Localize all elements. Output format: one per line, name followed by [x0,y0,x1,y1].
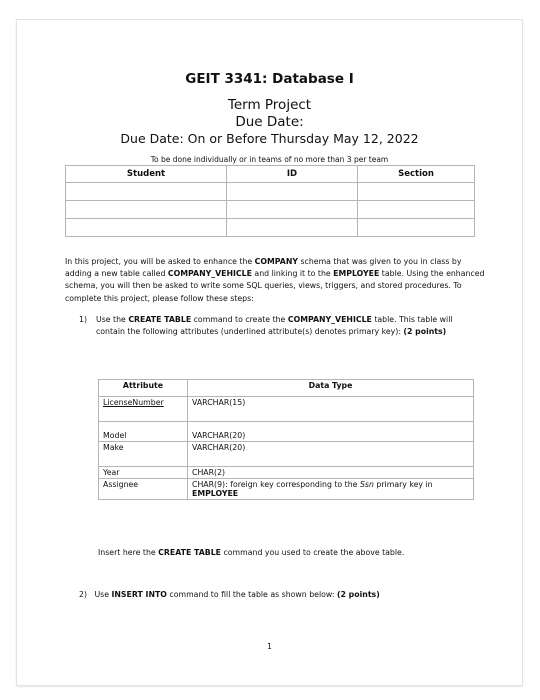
column-header-attribute: Attribute [99,380,188,397]
attribute-cell [99,397,188,422]
step-text: Use the [96,315,129,324]
step-text: command to fill the table as shown below: [166,590,337,599]
step-text: command to create the [191,315,288,324]
table-row [99,467,474,479]
intro-paragraph [65,256,485,305]
step-number: 1) [79,315,88,324]
type-italic: Ssn [359,480,374,489]
id-cell[interactable] [227,219,358,237]
page-number: 1 [267,642,272,651]
intro-text: table. Using the enhanced schema, you will then be asked to write some SQL queries, views, triggers, and stored procedures. To complete this project, please follow these steps: [65,269,485,303]
step-text: Use [94,590,112,599]
data-type-cell: CHAR(2) [188,467,474,479]
step-text: table. This table will contain the following attributes (underlined attribute(s) denotes primary key): [96,315,453,337]
step-bold: COMPANY_VEHICLE [287,315,372,324]
intro-text: In this project, you will be asked to enhance the [65,257,255,266]
step-1-text [96,314,479,338]
team-table [65,165,475,237]
table-row [66,219,475,237]
data-type-cell [188,479,474,500]
points-label: (2 points) [403,327,447,337]
project-title: Term Project [227,97,312,113]
attribute-cell: Make [99,442,188,467]
table-row [99,442,474,467]
attribute-cell: Model [99,422,188,442]
type-bold: EMPLOYEE [192,489,239,498]
table-row [66,183,475,201]
primary-key-attribute: LicenseNumber [103,398,164,407]
column-header-student: Student [66,166,227,183]
attribute-cell: Assignee [99,479,188,500]
type-text: primary key in [373,480,433,489]
team-note: To be done individually or in teams of no more than 3 per team [150,155,389,164]
team-table-header [66,166,475,183]
instruction-text: Insert here the [98,548,159,557]
data-type-cell: VARCHAR(20) [188,442,474,467]
instruction-bold: CREATE TABLE [158,548,221,557]
intro-bold: COMPANY_VEHICLE [167,269,252,279]
column-header-section: Section [358,166,475,183]
course-title: GEIT 3341: Database I [185,71,354,87]
step-number: 2) [79,590,88,599]
intro-bold: EMPLOYEE [333,269,380,279]
student-cell[interactable] [66,183,227,201]
id-cell[interactable] [227,183,358,201]
points-label: (2 points) [336,590,380,599]
id-cell[interactable] [227,201,358,219]
insert-instruction [98,548,404,557]
intro-text: and linking it to the [251,269,334,279]
intro-text: schema that was given to you in class by adding a new table called [65,257,462,279]
table-row [99,397,474,422]
intro-bold: COMPANY [254,257,298,266]
instruction-text: command you used to create the above table. [221,548,405,557]
data-type-cell: VARCHAR(15) [188,397,474,422]
column-header-data-type: Data Type [188,380,474,397]
attribute-table-header [99,380,474,397]
step-2 [79,590,380,599]
student-cell[interactable] [66,201,227,219]
table-row [66,201,475,219]
step-bold: CREATE TABLE [128,315,192,324]
table-row [99,422,474,442]
due-date: Due Date: On or Before Thursday May 12, 2022 [120,131,419,146]
column-header-id: ID [227,166,358,183]
section-cell[interactable] [358,219,475,237]
step-1 [79,314,479,338]
attribute-table [98,379,474,500]
section-cell[interactable] [358,183,475,201]
student-cell[interactable] [66,219,227,237]
step-bold: INSERT INTO [111,590,167,599]
table-row [99,479,474,500]
data-type-cell: VARCHAR(20) [188,422,474,442]
section-cell[interactable] [358,201,475,219]
attribute-cell: Year [99,467,188,479]
document-page [17,20,522,685]
due-label: Due Date: [235,114,304,130]
type-text: CHAR(9): foreign key corresponding to the [192,480,360,489]
